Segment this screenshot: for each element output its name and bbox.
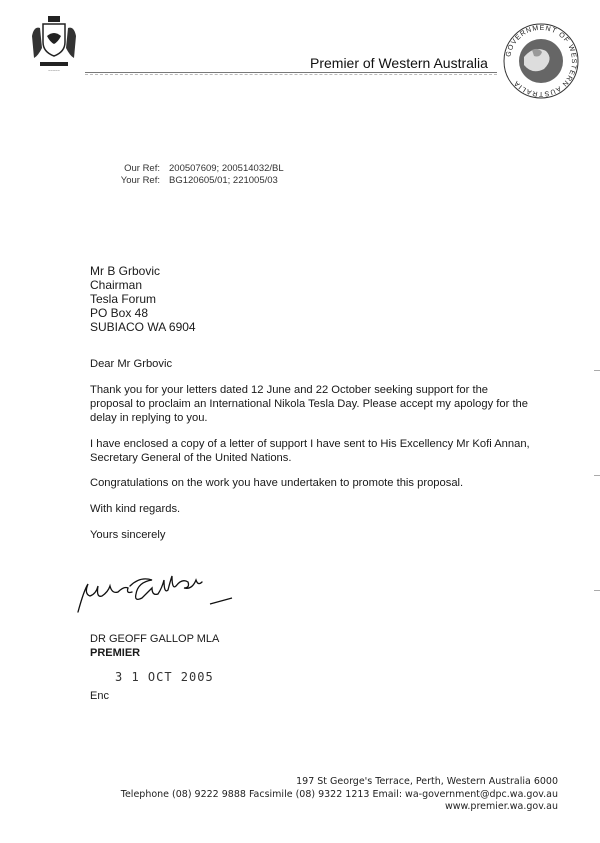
letterhead-rule (85, 72, 497, 73)
our-ref-value: 200507609; 200514032/BL (169, 163, 284, 174)
handwritten-signature (70, 572, 240, 620)
scan-edge-mark (594, 475, 600, 476)
letterhead-rule-dotted (85, 74, 497, 75)
enclosure-note: Enc (90, 690, 109, 702)
svg-text:GOVERNMENT OF WESTERN AUSTRALI: GOVERNMENT OF WESTERN AUSTRALIA (505, 24, 578, 98)
letterhead-footer (121, 776, 558, 814)
body-paragraph-3: Congratulations on the work you have undertaken to promote this proposal. (90, 477, 464, 489)
signatory-name: DR GEOFF GALLOP MLA (90, 633, 220, 645)
signatory-block (90, 632, 219, 660)
government-seal (502, 22, 580, 100)
recipient-address (90, 264, 196, 334)
address-line-suburb: SUBIACO WA 6904 (90, 320, 196, 334)
footer-website: www.premier.wa.gov.au (444, 801, 558, 812)
date-stamp: 3 1 OCT 2005 (115, 670, 214, 684)
address-line-position: Chairman (90, 278, 143, 292)
regards-line: With kind regards. (90, 503, 181, 515)
our-ref-row (90, 163, 284, 175)
salutation: Dear Mr Grbovic (90, 358, 173, 370)
body-paragraph-1: Thank you for your letters dated 12 June and 22 October seeking support for the proposal to proclaim an International Nikola Tesla Day. Please accept my apology for the delay in replying to you. (90, 384, 528, 424)
footer-address: 197 St George's Terrace, Perth, Western Australia 6000 (296, 776, 558, 787)
closing-line: Yours sincerely (90, 529, 166, 541)
signatory-title: PREMIER (90, 647, 141, 659)
address-line-organisation: Tesla Forum (90, 292, 157, 306)
coat-of-arms-crest (28, 14, 80, 74)
address-line-name: Mr B Grbovic (90, 264, 161, 278)
reference-block (90, 163, 284, 187)
svg-text:~~~~~: ~~~~~ (48, 68, 60, 73)
your-ref-label: Your Ref: (120, 175, 160, 186)
scan-edge-mark (594, 370, 600, 371)
body-paragraph-2: I have enclosed a copy of a letter of support I have sent to His Excellency Mr Kofi Annan, Secretary General of the United Nations. (90, 438, 530, 464)
letterhead-title: Premier of Western Australia (310, 55, 488, 71)
your-ref-value: BG120605/01; 221005/03 (169, 175, 278, 186)
your-ref-row (90, 175, 284, 187)
footer-contact: Telephone (08) 9222 9888 Facsimile (08) 9322 1213 Email: wa-government@dpc.wa.gov.au (120, 788, 558, 800)
scan-edge-mark (594, 590, 600, 591)
address-line-box: PO Box 48 (90, 306, 149, 320)
our-ref-label: Our Ref: (124, 163, 160, 174)
